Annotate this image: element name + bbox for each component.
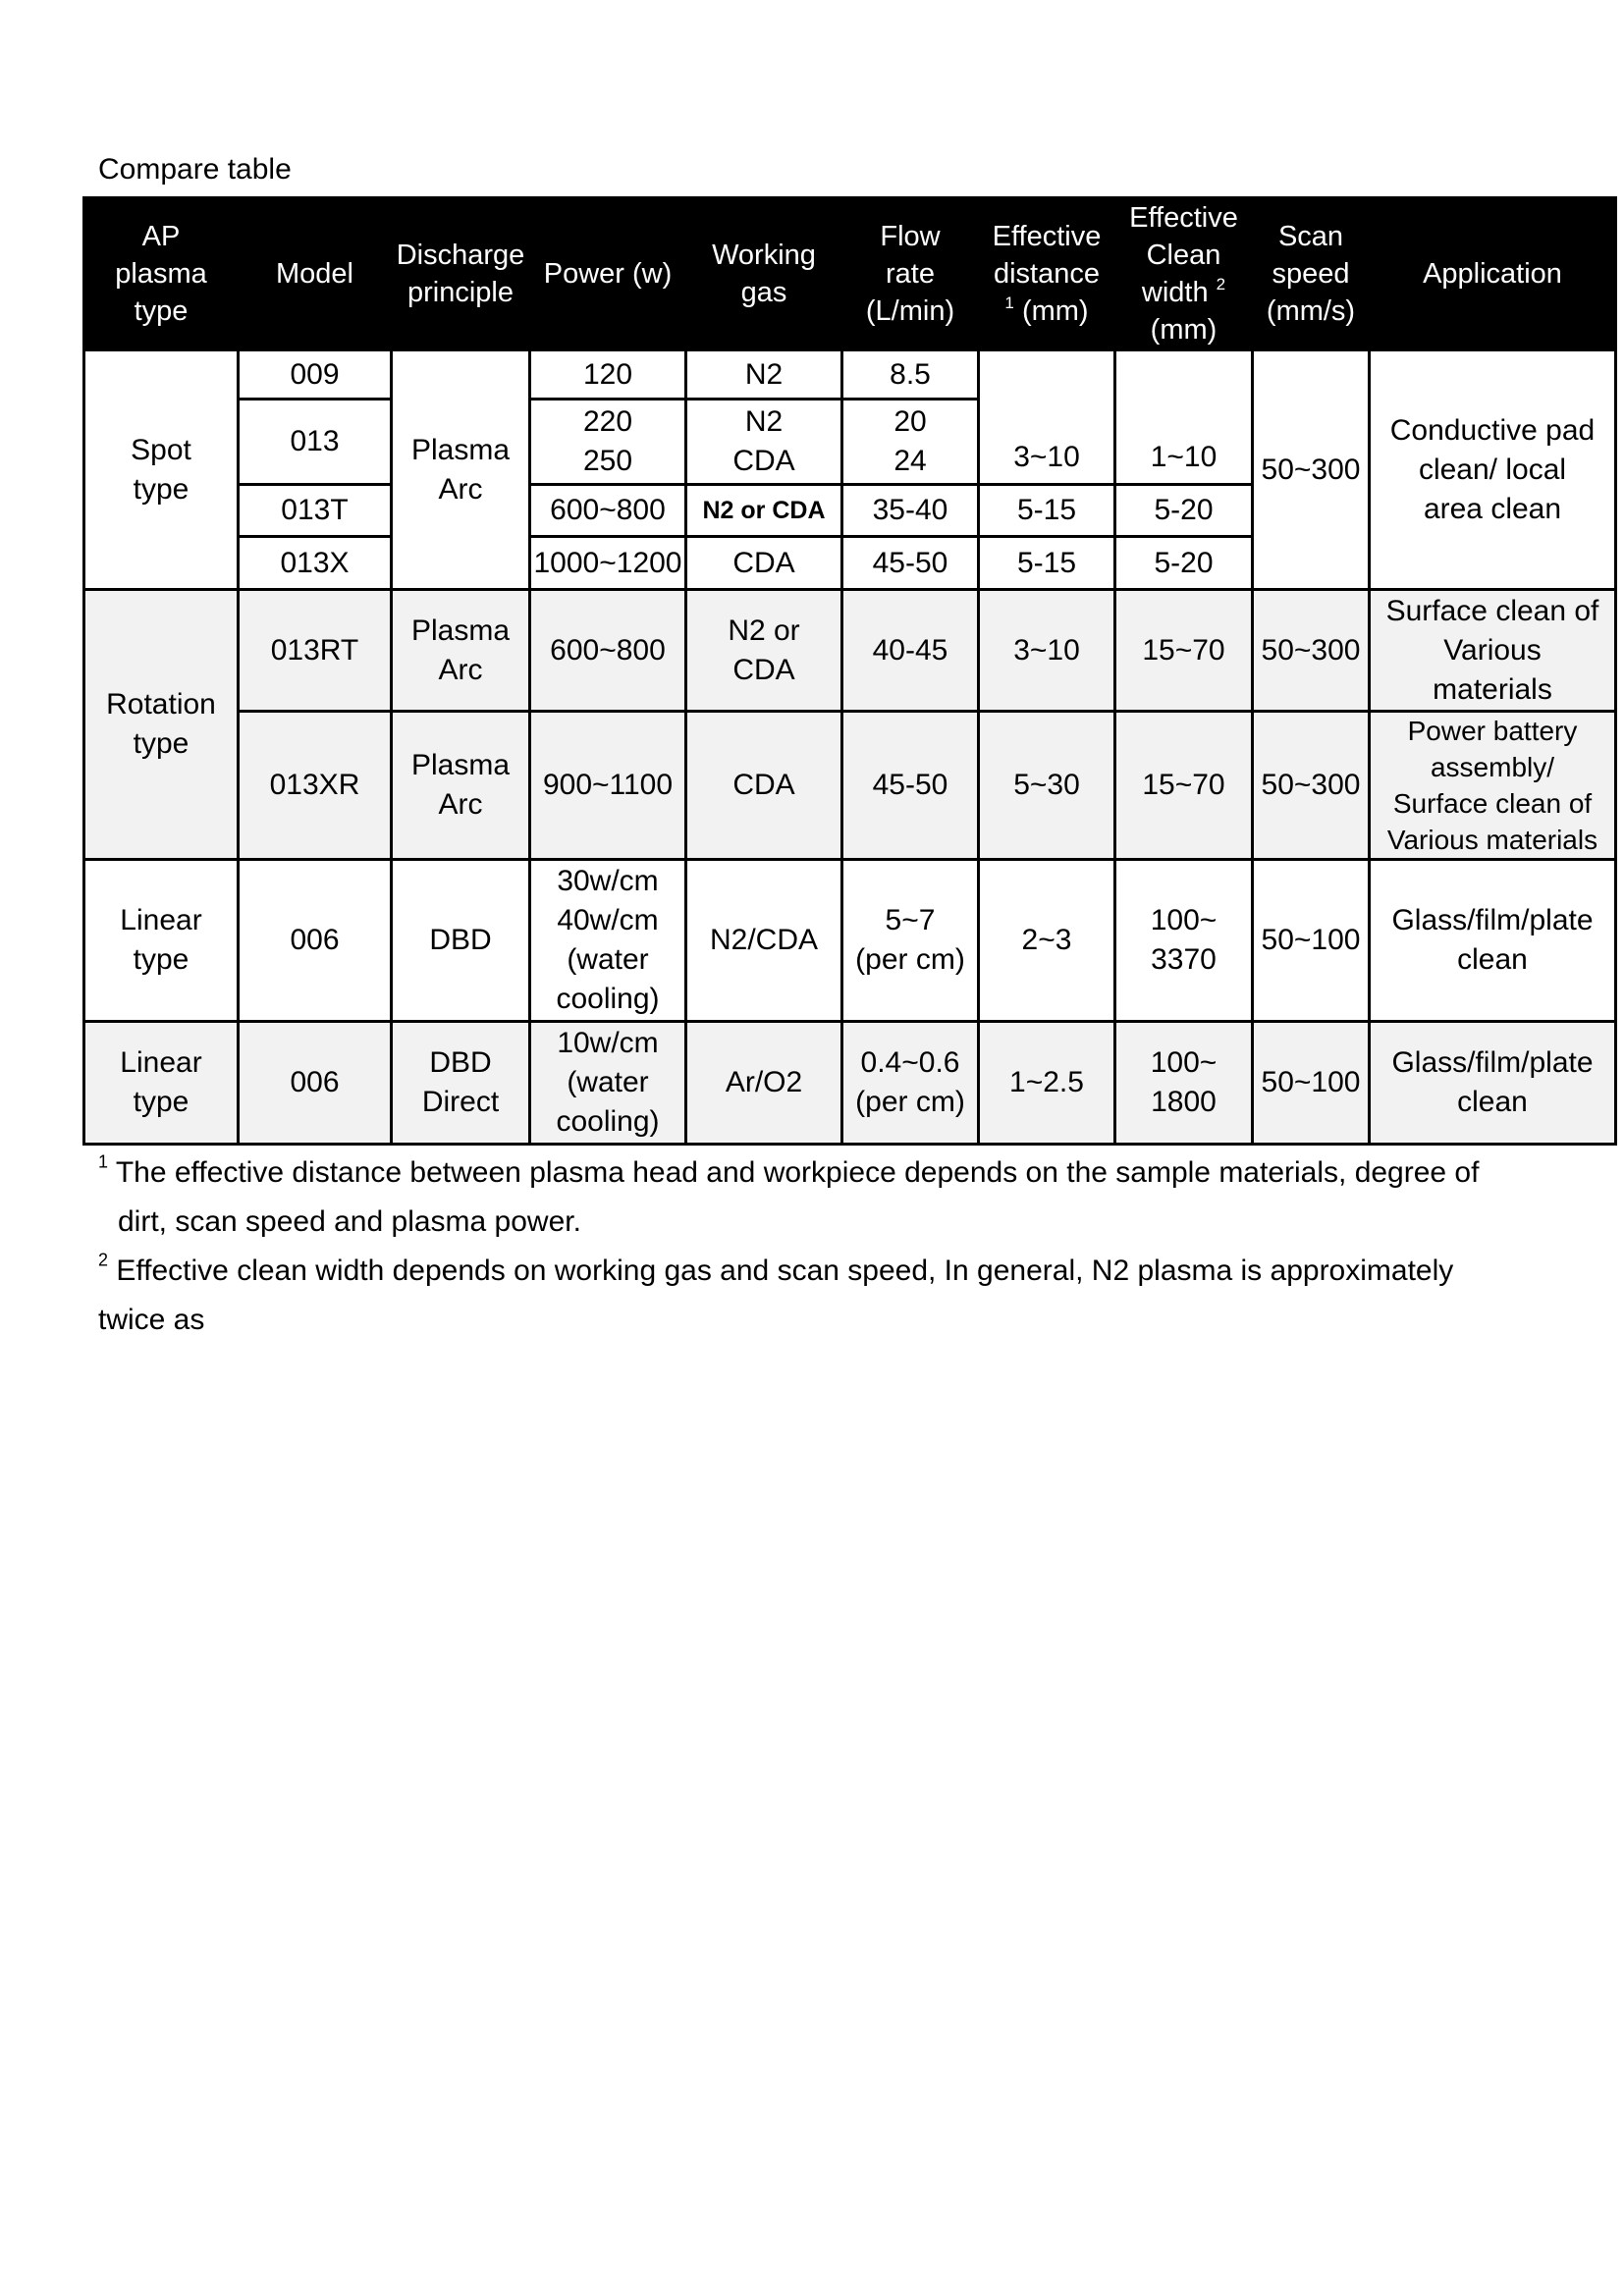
- table-row: [84, 712, 1616, 860]
- gas-cell: N2: [686, 350, 842, 400]
- footnote-1: [98, 1148, 1532, 1247]
- discharge-cell: DBD: [392, 860, 530, 1022]
- spot-type-cell: Spot type: [84, 350, 239, 590]
- model-cell: 013X: [239, 537, 392, 590]
- table-row: [84, 590, 1616, 712]
- header-speed: Scan speed (mm/s): [1253, 198, 1370, 350]
- table-caption: Compare table: [98, 153, 292, 186]
- table-row: [84, 350, 1616, 400]
- footnote-1-text: The effective distance between plasma head and workpiece depends on the sample materials, degree of: [115, 1156, 1480, 1189]
- application-cell: Glass/film/plate clean: [1370, 860, 1616, 1022]
- width-cell: 5-20: [1115, 537, 1253, 590]
- header-width: Effective Clean width $^2$ (mm): [1115, 198, 1253, 350]
- power-cell: 600~800: [530, 590, 686, 712]
- header-discharge: Discharge principle: [392, 198, 530, 350]
- gas-cell: N2 or CDA: [686, 485, 842, 537]
- power-cell: 1000~1200: [530, 537, 686, 590]
- model-cell: 013T: [239, 485, 392, 537]
- header-distance: Effective distance $^1$ (mm): [979, 198, 1115, 350]
- discharge-cell: DBD Direct: [392, 1022, 530, 1145]
- distance-cell: 1~2.5: [979, 1022, 1115, 1145]
- footnote-2-continuation: twice as: [98, 1304, 205, 1336]
- discharge-cell: Plasma Arc: [392, 712, 530, 860]
- discharge-cell: Plasma Arc: [392, 350, 530, 590]
- footnote-1-mark: 1: [98, 1151, 109, 1172]
- flow-cell: 35-40: [842, 485, 979, 537]
- rotation-type-cell: Rotation type: [84, 590, 239, 860]
- application-cell: Surface clean of Various materials: [1370, 590, 1616, 712]
- speed-cell: 50~100: [1253, 860, 1370, 1022]
- header-flow: Flow rate (L/min): [842, 198, 979, 350]
- width-cell: 15~70: [1115, 712, 1253, 860]
- flow-cell: 5~7 (per cm): [842, 860, 979, 1022]
- header-model: Model: [239, 198, 392, 350]
- footnote-1-continuation: dirt, scan speed and plasma power.: [118, 1205, 581, 1238]
- model-cell: 006: [239, 860, 392, 1022]
- distance-cell: 5~30: [979, 712, 1115, 860]
- power-cell: 600~800: [530, 485, 686, 537]
- header-gas: Working gas: [686, 198, 842, 350]
- header-application: Application: [1370, 198, 1616, 350]
- footnote-2-text: Effective clean width depends on working gas and scan speed, In general, N2 plasma is approximately: [116, 1255, 1454, 1287]
- application-cell: Conductive pad clean/ local area clean: [1370, 350, 1616, 590]
- flow-cell: 45-50: [842, 537, 979, 590]
- model-cell: 006: [239, 1022, 392, 1145]
- footnote-2: [98, 1247, 1532, 1345]
- discharge-cell: Plasma Arc: [392, 590, 530, 712]
- distance-cell: 3~10: [979, 590, 1115, 712]
- distance-cell: 5-15: [979, 485, 1115, 537]
- header-power: Power (w): [530, 198, 686, 350]
- flow-cell: 0.4~0.6 (per cm): [842, 1022, 979, 1145]
- speed-cell: 50~100: [1253, 1022, 1370, 1145]
- linear-type-cell: Linear type: [84, 860, 239, 1022]
- flow-cell: 45-50: [842, 712, 979, 860]
- linear-type-cell: Linear type: [84, 1022, 239, 1145]
- distance-cell: 5-15: [979, 537, 1115, 590]
- distance-cell: 2~3: [979, 860, 1115, 1022]
- model-cell: 009: [239, 350, 392, 400]
- table-row: [84, 860, 1616, 1022]
- flow-cell: 20 24: [842, 400, 979, 485]
- gas-cell: N2 CDA: [686, 400, 842, 485]
- linear-group-dbd: [84, 860, 1616, 1022]
- application-cell: Power battery assembly/ Surface clean of Various materials: [1370, 712, 1616, 860]
- gas-cell: CDA: [686, 712, 842, 860]
- width-cell: 15~70: [1115, 590, 1253, 712]
- header-ap-type: AP plasma type: [84, 198, 239, 350]
- speed-cell: 50~300: [1253, 590, 1370, 712]
- model-cell: 013: [239, 400, 392, 485]
- speed-cell: 50~300: [1253, 350, 1370, 590]
- application-cell: Glass/film/plate clean: [1370, 1022, 1616, 1145]
- distance-cell: 3~10: [979, 350, 1115, 485]
- spot-group: [84, 350, 1616, 590]
- speed-cell: 50~300: [1253, 712, 1370, 860]
- power-cell: 220 250: [530, 400, 686, 485]
- flow-cell: 8.5: [842, 350, 979, 400]
- gas-cell: Ar/O2: [686, 1022, 842, 1145]
- power-cell: 900~1100: [530, 712, 686, 860]
- flow-cell: 40-45: [842, 590, 979, 712]
- gas-cell: N2/CDA: [686, 860, 842, 1022]
- model-cell: 013XR: [239, 712, 392, 860]
- rotation-group: [84, 590, 1616, 860]
- width-cell: 1~10: [1115, 350, 1253, 485]
- table-row: [84, 1022, 1616, 1145]
- header-row: [84, 198, 1616, 350]
- power-cell: 30w/cm 40w/cm (water cooling): [530, 860, 686, 1022]
- linear-group-dbd-direct: [84, 1022, 1616, 1145]
- width-cell: 100~ 1800: [1115, 1022, 1253, 1145]
- width-cell: 5-20: [1115, 485, 1253, 537]
- model-cell: 013RT: [239, 590, 392, 712]
- gas-cell: N2 or CDA: [686, 590, 842, 712]
- footnote-2-mark: 2: [98, 1250, 109, 1270]
- power-cell: 10w/cm (water cooling): [530, 1022, 686, 1145]
- gas-cell: CDA: [686, 537, 842, 590]
- width-cell: 100~ 3370: [1115, 860, 1253, 1022]
- power-cell: 120: [530, 350, 686, 400]
- compare-table: [82, 196, 1617, 1146]
